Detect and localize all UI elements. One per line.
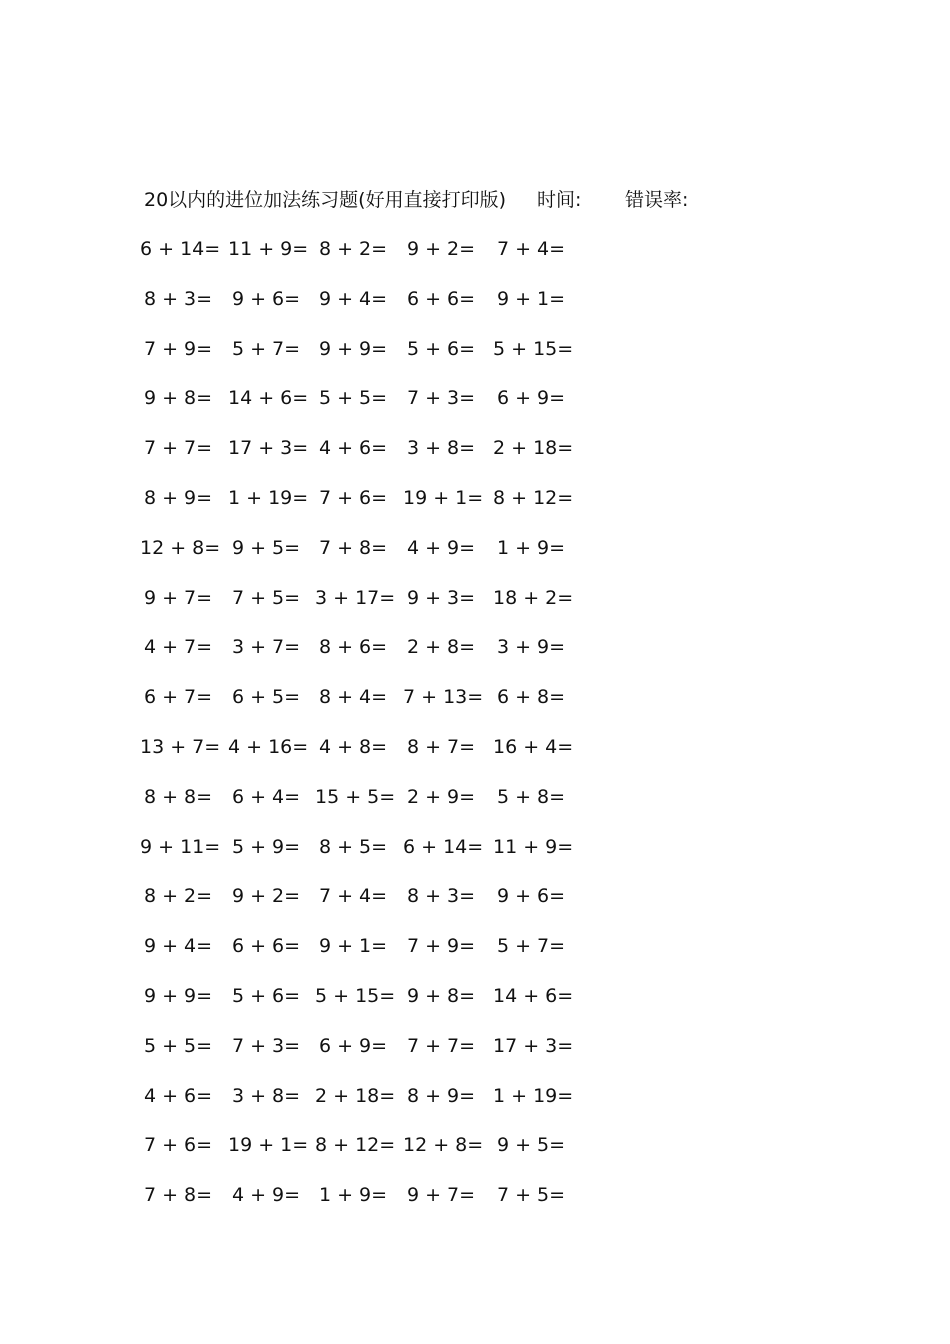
worksheet-title: 20以内的进位加法练习题(好用直接打印版) xyxy=(144,189,507,211)
addition-problem: 2 + 9= xyxy=(406,785,476,808)
addition-problem: 8 + 8= xyxy=(143,785,213,808)
addition-problem: 3 + 17= xyxy=(315,586,396,609)
addition-problem: 5 + 7= xyxy=(231,337,301,360)
problem-row xyxy=(0,832,950,862)
problem-row xyxy=(0,732,950,762)
addition-problem: 3 + 7= xyxy=(231,636,301,659)
problem-row xyxy=(0,334,950,364)
addition-problem: 9 + 5= xyxy=(231,536,301,559)
addition-problem: 2 + 18= xyxy=(315,1084,396,1107)
addition-problem: 7 + 8= xyxy=(318,536,388,559)
addition-problem: 9 + 7= xyxy=(143,586,213,609)
addition-problem: 5 + 5= xyxy=(143,1034,213,1057)
time-label: 时间: xyxy=(537,189,582,211)
addition-problem: 4 + 9= xyxy=(406,536,476,559)
addition-problem: 9 + 4= xyxy=(318,287,388,310)
addition-problem: 13 + 7= xyxy=(140,736,221,758)
addition-problem: 3 + 8= xyxy=(231,1084,301,1107)
problem-row xyxy=(0,483,950,513)
addition-problem: 9 + 2= xyxy=(231,885,301,908)
problem-row xyxy=(0,682,950,712)
addition-problem: 9 + 3= xyxy=(406,586,476,609)
addition-problem: 6 + 6= xyxy=(231,935,301,958)
addition-problem: 9 + 8= xyxy=(406,985,476,1007)
addition-problem: 7 + 3= xyxy=(406,387,476,410)
addition-problem: 16 + 4= xyxy=(493,736,574,758)
problem-row xyxy=(0,1081,950,1111)
addition-problem: 9 + 7= xyxy=(406,1184,476,1207)
addition-problem: 19 + 1= xyxy=(403,487,484,509)
addition-problem: 8 + 2= xyxy=(143,885,213,908)
addition-problem: 7 + 6= xyxy=(318,487,388,509)
addition-problem: 1 + 19= xyxy=(493,1084,574,1107)
addition-problem: 4 + 6= xyxy=(143,1084,213,1107)
addition-problem: 17 + 3= xyxy=(493,1034,574,1057)
addition-problem: 7 + 7= xyxy=(406,1034,476,1057)
addition-problem: 6 + 6= xyxy=(406,287,476,310)
addition-problem: 7 + 4= xyxy=(318,885,388,908)
addition-problem: 3 + 9= xyxy=(496,636,566,659)
addition-problem: 9 + 1= xyxy=(496,287,566,310)
addition-problem: 8 + 4= xyxy=(318,686,388,709)
addition-problem: 6 + 8= xyxy=(496,686,566,709)
problem-row xyxy=(0,1130,950,1160)
addition-problem: 8 + 3= xyxy=(406,885,476,908)
addition-problem: 5 + 15= xyxy=(493,337,574,360)
addition-problem: 18 + 2= xyxy=(493,586,574,609)
addition-problem: 7 + 9= xyxy=(143,337,213,360)
problem-row xyxy=(0,881,950,911)
addition-problem: 8 + 9= xyxy=(143,487,213,509)
addition-problem: 14 + 6= xyxy=(493,985,574,1007)
addition-problem: 5 + 7= xyxy=(496,935,566,958)
addition-problem: 11 + 9= xyxy=(228,238,309,260)
addition-problem: 9 + 6= xyxy=(231,287,301,310)
problem-row xyxy=(0,433,950,463)
addition-problem: 1 + 9= xyxy=(318,1184,388,1207)
addition-problem: 8 + 6= xyxy=(318,636,388,659)
problem-row xyxy=(0,583,950,613)
addition-problem: 12 + 8= xyxy=(140,536,221,559)
addition-problem: 4 + 16= xyxy=(228,736,309,758)
addition-problem: 17 + 3= xyxy=(228,437,309,460)
problem-row xyxy=(0,383,950,413)
problem-row xyxy=(0,981,950,1011)
problem-row xyxy=(0,1180,950,1210)
addition-problem: 9 + 11= xyxy=(140,835,221,858)
addition-problem: 9 + 9= xyxy=(318,337,388,360)
addition-problem: 7 + 8= xyxy=(143,1184,213,1207)
addition-problem: 4 + 6= xyxy=(318,437,388,460)
addition-problem: 8 + 5= xyxy=(318,835,388,858)
addition-problem: 1 + 9= xyxy=(496,536,566,559)
addition-problem: 7 + 5= xyxy=(231,586,301,609)
addition-problem: 12 + 8= xyxy=(403,1134,484,1157)
addition-problem: 7 + 3= xyxy=(231,1034,301,1057)
addition-problem: 7 + 6= xyxy=(143,1134,213,1157)
addition-problem: 9 + 5= xyxy=(496,1134,566,1157)
addition-problem: 5 + 6= xyxy=(231,985,301,1007)
addition-problem: 6 + 14= xyxy=(140,238,221,260)
addition-problem: 2 + 18= xyxy=(493,437,574,460)
addition-problem: 7 + 4= xyxy=(496,238,566,260)
addition-problem: 8 + 9= xyxy=(406,1084,476,1107)
addition-problem: 6 + 14= xyxy=(403,835,484,858)
addition-problem: 9 + 8= xyxy=(143,387,213,410)
problem-row xyxy=(0,632,950,662)
problem-row xyxy=(0,782,950,812)
addition-problem: 7 + 7= xyxy=(143,437,213,460)
problem-row xyxy=(0,533,950,563)
addition-problem: 4 + 9= xyxy=(231,1184,301,1207)
addition-problem: 4 + 7= xyxy=(143,636,213,659)
addition-problem: 8 + 12= xyxy=(315,1134,396,1157)
problem-row xyxy=(0,1031,950,1061)
addition-problem: 4 + 8= xyxy=(318,736,388,758)
addition-problem: 2 + 8= xyxy=(406,636,476,659)
addition-problem: 7 + 9= xyxy=(406,935,476,958)
problem-row xyxy=(0,931,950,961)
problem-row xyxy=(0,234,950,264)
addition-problem: 14 + 6= xyxy=(228,387,309,410)
addition-problem: 6 + 5= xyxy=(231,686,301,709)
addition-problem: 8 + 2= xyxy=(318,238,388,260)
addition-problem: 8 + 3= xyxy=(143,287,213,310)
addition-problem: 8 + 7= xyxy=(406,736,476,758)
addition-problem: 7 + 13= xyxy=(403,686,484,709)
addition-problem: 8 + 12= xyxy=(493,487,574,509)
addition-problem: 5 + 5= xyxy=(318,387,388,410)
addition-problem: 9 + 2= xyxy=(406,238,476,260)
addition-problem: 9 + 6= xyxy=(496,885,566,908)
addition-problem: 5 + 8= xyxy=(496,785,566,808)
addition-problem: 5 + 9= xyxy=(231,835,301,858)
addition-problem: 9 + 4= xyxy=(143,935,213,958)
problem-row xyxy=(0,284,950,314)
addition-problem: 6 + 4= xyxy=(231,785,301,808)
addition-problem: 19 + 1= xyxy=(228,1134,309,1157)
addition-problem: 1 + 19= xyxy=(228,487,309,509)
addition-problem: 11 + 9= xyxy=(493,835,574,858)
addition-problem: 7 + 5= xyxy=(496,1184,566,1207)
addition-problem: 3 + 8= xyxy=(406,437,476,460)
addition-problem: 6 + 7= xyxy=(143,686,213,709)
error-rate-label: 错误率: xyxy=(625,189,689,211)
addition-problem: 6 + 9= xyxy=(496,387,566,410)
addition-problem: 15 + 5= xyxy=(315,785,396,808)
addition-problem: 5 + 15= xyxy=(315,985,396,1007)
addition-problem: 9 + 9= xyxy=(143,985,213,1007)
addition-problem: 6 + 9= xyxy=(318,1034,388,1057)
addition-problem: 5 + 6= xyxy=(406,337,476,360)
addition-problem: 9 + 1= xyxy=(318,935,388,958)
